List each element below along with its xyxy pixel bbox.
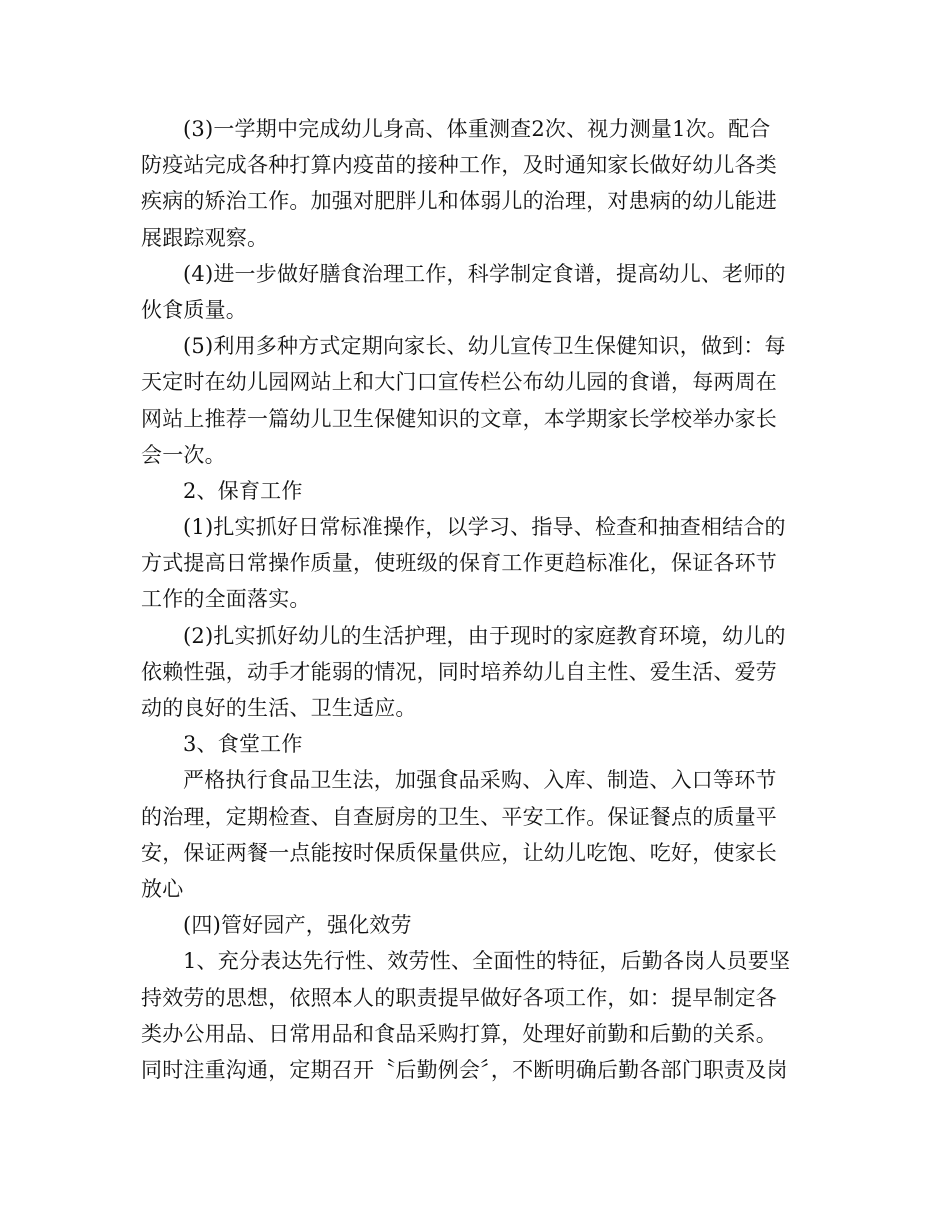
text-line: (4)进一步做好膳食治理工作，科学制定食谱，提高幼儿、老师的	[183, 261, 786, 286]
text-line: (3)一学期中完成幼儿身高、体重测查2次、视力测量1次。配合	[183, 117, 771, 141]
text-line: (四)管好园产，强化效劳	[183, 913, 412, 938]
text-line: 2、保育工作	[183, 478, 303, 503]
text-line: 伙食质量。	[141, 297, 247, 322]
text-line: 依赖性强，动手才能弱的情况，同时培养幼儿自主性、爱生活、爱劳	[141, 659, 777, 684]
text-line: (5)利用多种方式定期向家长、幼儿宣传卫生保健知识，做到：每	[183, 334, 786, 359]
text-line: 疾病的矫治工作。加强对肥胖儿和体弱儿的治理，对患病的幼儿能进	[141, 189, 777, 214]
document-body	[141, 111, 813, 1088]
text-line: 防疫站完成各种打算内疫苗的接种工作，及时通知家长做好幼儿各类	[141, 153, 777, 178]
text-line: (1)扎实抓好日常标准操作，以学习、指导、检查和抽查相结合的	[183, 515, 786, 540]
text-line: 的治理，定期检查、自查厨房的卫生、平安工作。保证餐点的质量平	[141, 804, 777, 829]
text-line: 展跟踪观察。	[141, 225, 269, 250]
text-line: 网站上推荐一篇幼儿卫生保健知识的文章，本学期家长学校举办家长	[141, 406, 777, 431]
text-line: 持效劳的思想，依照本人的职责提早做好各项工作，如：提早制定各	[141, 985, 777, 1010]
text-line: 放心	[141, 876, 184, 901]
text-line: 类办公用品、日常用品和食品采购打算，处理好前勤和后勤的关系。	[141, 1021, 777, 1046]
text-line: 天定时在幼儿园网站上和大门口宣传栏公布幼儿园的食谱，每两周在	[141, 370, 777, 395]
text-line: 方式提高日常操作质量，使班级的保育工作更趋标准化，保证各环节	[141, 551, 777, 576]
text-line: 会一次。	[141, 442, 226, 467]
text-line: 3、食堂工作	[183, 732, 303, 757]
text-line: 动的良好的生活、卫生适应。	[141, 696, 417, 720]
text-line: 同时注重沟通，定期召开〝后勤例会〞，不断明确后勤各部门职责及岗	[141, 1057, 788, 1082]
text-line: 安，保证两餐一点能按时保质保量供应，让幼儿吃饱、吃好，使家长	[141, 840, 777, 865]
text-line: 工作的全面落实。	[141, 587, 311, 612]
text-line: 1、充分表达先行性、效劳性、全面性的特征，后勤各岗人员要坚	[183, 949, 791, 974]
text-line: 严格执行食品卫生法，加强食品采购、入库、制造、入口等环节	[183, 768, 777, 793]
text-line: (2)扎实抓好幼儿的生活护理，由于现时的家庭教育环境，幼儿的	[183, 623, 786, 648]
